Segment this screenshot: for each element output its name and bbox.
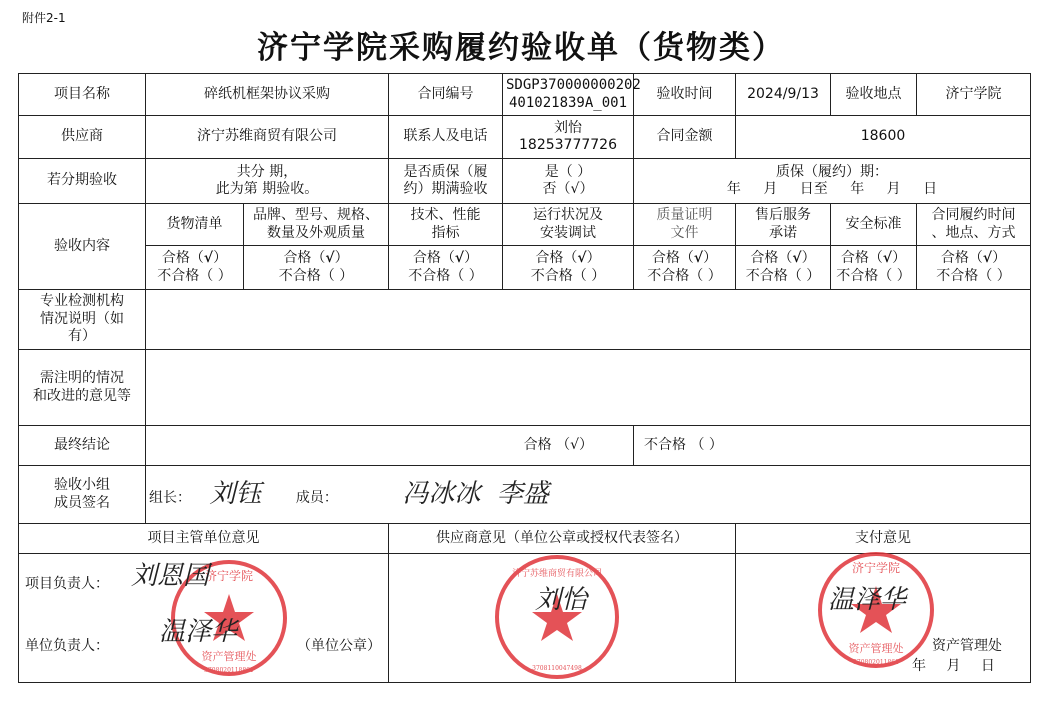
inspection-item <box>634 204 736 246</box>
inspection-item <box>146 204 244 246</box>
inspection-item-title: 合同履约时间 <box>931 207 1016 223</box>
acceptance-table <box>18 73 1031 683</box>
leader-label: 组长： <box>149 490 191 507</box>
pass-text: 合格（ <box>750 250 793 266</box>
installment-label: 若分期验收 <box>19 159 146 204</box>
project-lead-label: 项目负责人： <box>25 576 109 592</box>
project-lead-signature: 刘恩国 <box>131 561 210 591</box>
amount-label: 合同金额 <box>634 116 736 159</box>
payment-signature: 温泽华 <box>828 585 907 615</box>
inspection-check <box>244 246 389 290</box>
dept-seal-code: 3708020118861 <box>204 667 254 674</box>
check-mark: √ <box>325 250 335 266</box>
inspection-item <box>503 204 634 246</box>
table-row <box>19 74 1031 116</box>
contract-no-label: 合同编号 <box>389 74 503 116</box>
fail-text: 不合格（ ） <box>278 267 354 284</box>
professional-label-line1: 专业检测机构 <box>40 293 124 310</box>
pass-close: ） <box>801 250 816 266</box>
dept-opinion-cell <box>19 554 389 683</box>
annex-label: 附件2-1 <box>22 11 66 25</box>
inspection-item <box>917 204 1031 246</box>
amount-value: 18600 <box>736 116 1031 159</box>
fail-text: 不合格（ ） <box>157 267 232 284</box>
unit-seal-label: （单位公章） <box>297 638 381 654</box>
payment-opinion-cell <box>736 554 1031 683</box>
unit-lead-label: 单位负责人： <box>25 638 109 654</box>
conclusion-label: 最终结论 <box>19 426 146 466</box>
contract-no-line2: 401021839A_001 <box>509 94 628 111</box>
inspection-item <box>831 204 917 246</box>
warranty-question <box>389 159 503 204</box>
pass-text: 合格（ <box>840 250 883 266</box>
pass-text: 合格（ <box>940 250 983 266</box>
inspection-item-subtitle: 数量及外观质量 <box>267 224 365 241</box>
table-row <box>19 159 1031 204</box>
check-mark: √ <box>982 250 993 266</box>
inspection-item-subtitle: 安装调试 <box>540 224 596 241</box>
check-mark: √ <box>454 250 465 266</box>
payment-opinion-title: 支付意见 <box>736 524 1031 554</box>
check-mark: √ <box>693 250 704 266</box>
table-row <box>19 290 1031 350</box>
supplier-opinion-cell <box>389 554 736 683</box>
check-mark: √ <box>203 250 214 266</box>
accept-place-value: 济宁学院 <box>917 74 1031 116</box>
pass-text: 合格（ <box>283 250 326 266</box>
warranty-answer <box>503 159 634 204</box>
inspection-item-subtitle: 、地点、方式 <box>931 224 1016 241</box>
fail-text: 不合格（ ） <box>647 267 722 284</box>
payment-seal-text: 济宁学院 <box>852 561 901 575</box>
inspection-item <box>389 204 503 246</box>
pass-text: 合格（ <box>535 250 578 266</box>
payment-date: 年 月 日 <box>912 658 995 674</box>
warranty-question-line1: 是否质保（履 <box>403 163 488 180</box>
leader-signature: 刘钰 <box>209 479 262 510</box>
professional-label <box>19 290 146 350</box>
payment-seal-code: 370802011861 <box>853 659 899 666</box>
inspection-check <box>831 246 917 290</box>
professional-value <box>146 290 1031 350</box>
team-signatures <box>146 466 1031 524</box>
notes-value <box>146 350 1031 426</box>
inspection-item-subtitle: 文件 <box>670 224 699 241</box>
page-title: 济宁学院采购履约验收单（货物类） <box>257 30 785 66</box>
pass-close: ） <box>703 250 718 266</box>
project-name-value: 碎纸机框架协议采购 <box>146 74 389 116</box>
notes-label <box>19 350 146 426</box>
team-label-line2: 成员签名 <box>54 494 110 511</box>
supplier-label: 供应商 <box>19 116 146 159</box>
asset-office-label: 资产管理处 <box>932 638 1003 654</box>
contract-no-line1: SDGP370000000202 <box>506 77 641 93</box>
supplier-value: 济宁苏维商贸有限公司 <box>146 116 389 159</box>
inspection-check <box>736 246 831 290</box>
pass-close: ） <box>992 250 1007 266</box>
fail-text: 不合格（ ） <box>530 267 606 284</box>
inspection-item-subtitle: 承诺 <box>769 224 798 241</box>
fail-text: 不合格（ ） <box>745 267 821 284</box>
inspection-check <box>634 246 736 290</box>
accept-time-label: 验收时间 <box>634 74 736 116</box>
professional-label-line2: 情况说明（如 <box>40 310 124 327</box>
payment-seal-sub: 资产管理处 <box>848 642 904 655</box>
inspection-item-title: 技术、性能 <box>410 207 481 223</box>
table-row <box>19 466 1031 524</box>
dept-seal-text: 济宁学院 <box>204 569 254 583</box>
installment-line1: 共分 期， <box>236 163 298 180</box>
conclusion-pass: 合格 （√） <box>146 426 634 466</box>
inspection-item-title: 质量证明 <box>656 207 713 223</box>
pass-close: ） <box>464 250 479 266</box>
team-label-line1: 验收小组 <box>54 477 110 493</box>
dept-seal-sub: 资产管理处 <box>201 650 257 663</box>
dept-opinion-title: 项目主管单位意见 <box>19 524 389 554</box>
members-signature: 冯冰冰 李盛 <box>402 479 549 510</box>
pass-close: ） <box>213 250 228 266</box>
warranty-period-line1: 质保（履约）期： <box>776 163 889 180</box>
inspection-item-title: 安全标准 <box>845 215 902 232</box>
table-row <box>19 350 1031 426</box>
inspection-item-title: 运行状况及 <box>533 207 603 223</box>
unit-lead-signature: 温泽华 <box>159 617 238 647</box>
pass-text: 合格（ <box>161 250 204 266</box>
contact-label: 联系人及电话 <box>389 116 503 159</box>
pass-close: ） <box>334 250 349 266</box>
installment-value <box>146 159 389 204</box>
installment-line2: 此为第 期验收。 <box>215 181 319 197</box>
check-mark: √ <box>882 250 893 266</box>
inspection-item <box>244 204 389 246</box>
check-mark: √ <box>792 250 802 266</box>
professional-label-line3: 有） <box>68 328 96 345</box>
warranty-no: 否（√） <box>542 181 594 197</box>
check-mark: √ <box>577 250 587 266</box>
notes-label-line2: 和改进的意见等 <box>33 387 131 404</box>
inspection-check-row <box>19 246 1031 290</box>
inspection-check <box>503 246 634 290</box>
inspection-item-title: 品牌、型号、规格、 <box>253 207 379 223</box>
inspection-item-title: 货物清单 <box>166 215 223 232</box>
fail-text: 不合格（ ） <box>408 267 483 284</box>
inspection-check <box>917 246 1031 290</box>
inspection-header-row <box>19 204 1031 246</box>
team-label <box>19 466 146 524</box>
inspection-item <box>736 204 831 246</box>
inspection-item-title: 售后服务 <box>755 207 812 223</box>
warranty-question-line2: 约）期满验收 <box>403 181 488 197</box>
table-row <box>19 554 1031 683</box>
contract-no-value <box>503 74 641 116</box>
pass-text: 合格（ <box>412 250 455 266</box>
supplier-seal <box>487 552 627 682</box>
contact-value: 刘怡 18253777726 <box>503 116 634 159</box>
supplier-seal-text: 济宁苏维商贸有限公司 <box>511 569 603 579</box>
notes-label-line1: 需注明的情况 <box>40 370 124 386</box>
project-name-label: 项目名称 <box>19 74 146 116</box>
inspection-check <box>146 246 244 290</box>
members-label: 成员： <box>295 490 338 507</box>
supplier-opinion-title: 供应商意见（单位公章或授权代表签名） <box>389 524 736 554</box>
accept-place-label: 验收地点 <box>831 74 917 116</box>
conclusion-fail: 不合格 （ ） <box>634 426 1031 466</box>
table-row <box>19 426 1031 466</box>
inspection-item-subtitle: 指标 <box>431 224 460 241</box>
table-row <box>19 116 1031 159</box>
pass-close: ） <box>892 250 907 266</box>
warranty-period <box>634 159 1031 204</box>
supplier-seal-code: 3708110047498 <box>532 665 582 672</box>
warranty-yes: 是（ ） <box>544 163 592 180</box>
inspection-check <box>389 246 503 290</box>
fail-text: 不合格（ ） <box>936 267 1011 284</box>
accept-time-value: 2024/9/13 <box>736 74 831 116</box>
inspection-label: 验收内容 <box>19 204 146 290</box>
pass-close: ） <box>586 250 601 266</box>
pass-text: 合格（ <box>651 250 694 266</box>
warranty-period-line2: 年 月 日至 年 月 日 <box>726 181 938 197</box>
fail-text: 不合格（ ） <box>836 267 911 284</box>
supplier-signature: 刘怡 <box>535 585 588 615</box>
